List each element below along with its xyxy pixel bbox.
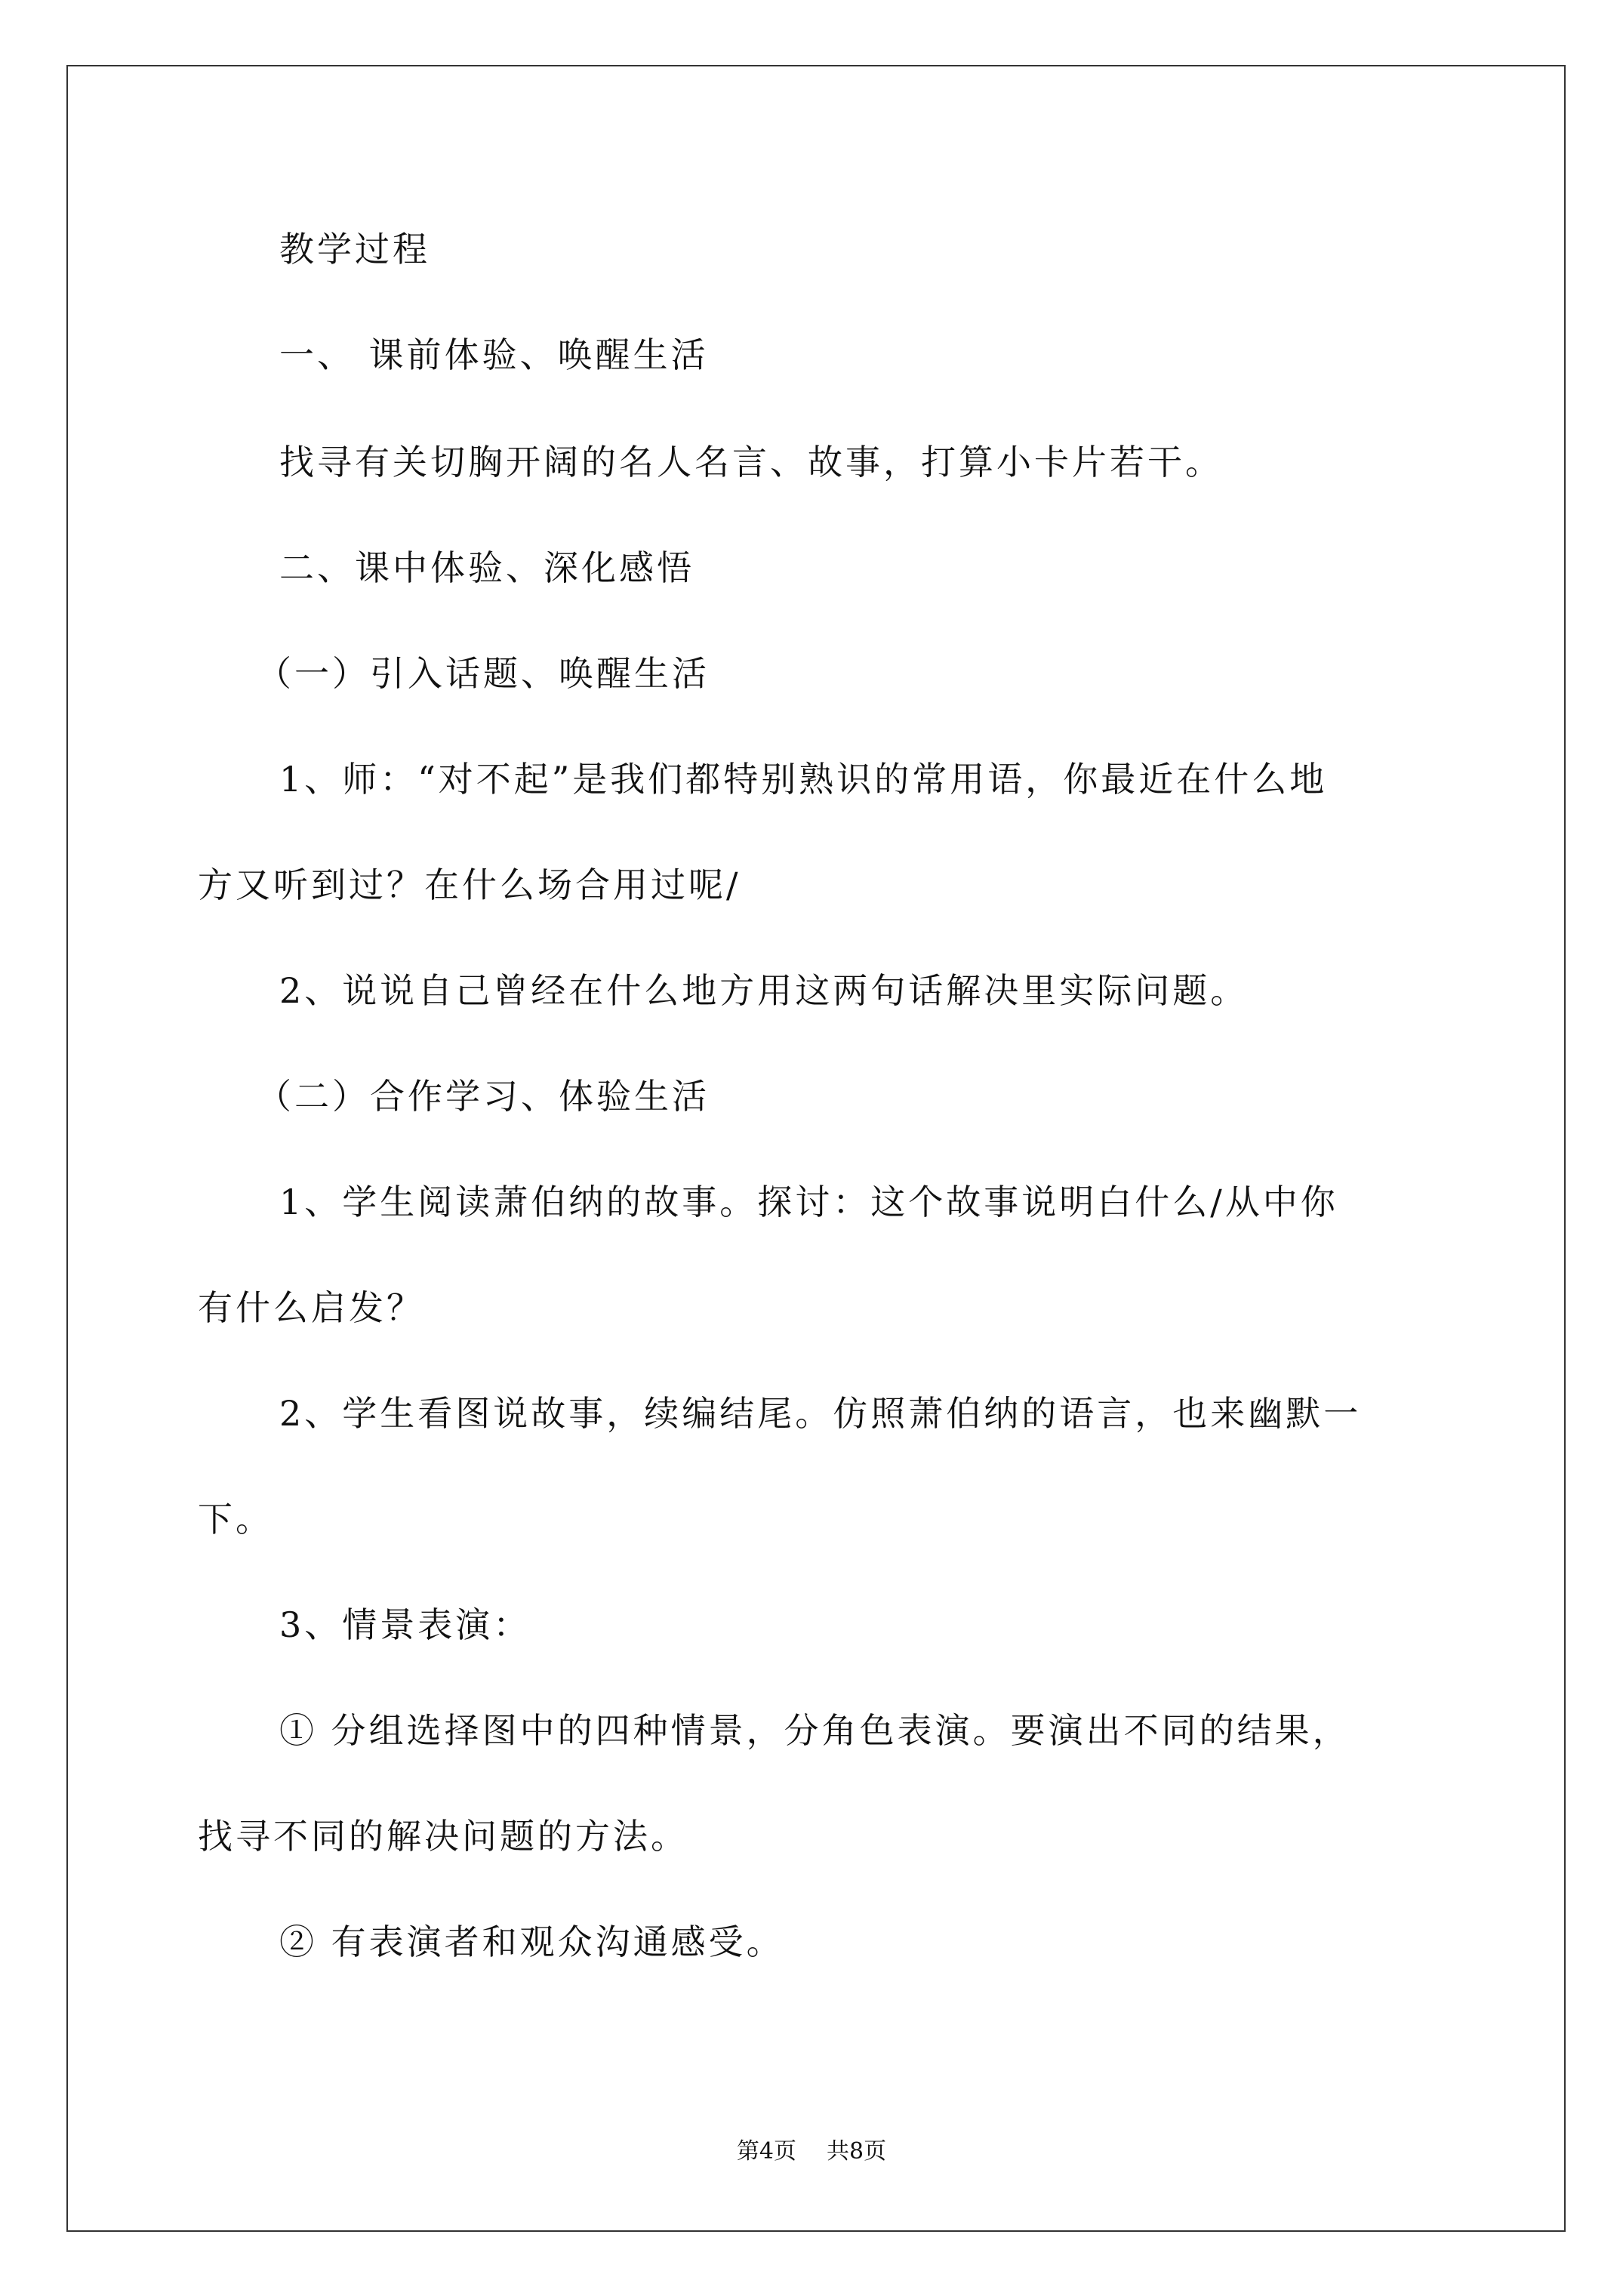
paragraph-continuation: 有什么启发？ — [198, 1287, 424, 1328]
total-page-count: 共8页 — [827, 2138, 887, 2165]
current-page-number: 第4页 — [736, 2138, 796, 2165]
page-border — [66, 65, 1566, 2232]
paragraph: 1、师：“对不起”是我们都特别熟识的常用语，你最近在什么地 — [279, 759, 1328, 800]
paragraph: 2、说说自己曾经在什么地方用这两句话解决里实际问题。 — [279, 970, 1249, 1011]
paragraph-continuation: 下。 — [198, 1499, 273, 1539]
page-footer — [0, 2137, 1623, 2167]
paragraph-continuation: 方又听到过？在什么场合用过呢/ — [198, 864, 741, 905]
paragraph: 1、学生阅读萧伯纳的故事。探讨：这个故事说明白什么/从中你 — [279, 1182, 1338, 1222]
paragraph: 找寻有关切胸开阔的名人名言、故事，打算小卡片若干。 — [279, 442, 1223, 482]
paragraph: ② 有表演者和观众沟通感受。 — [279, 1922, 784, 1962]
section-one-heading: 一、 课前体验、唤醒生活 — [279, 334, 709, 375]
paragraph: ① 分组选择图中的四种情景，分角色表演。要演出不同的结果， — [279, 1710, 1350, 1751]
paragraph-continuation: 找寻不同的解决问题的方法。 — [198, 1816, 688, 1857]
subsection-heading: （二）合作学习、体验生活 — [257, 1076, 710, 1117]
subsection-heading: （一）引入话题、唤醒生活 — [257, 653, 710, 694]
heading-teaching-process: 教学过程 — [279, 229, 430, 270]
paragraph: 2、学生看图说故事，续编结尾。仿照萧伯纳的语言，也来幽默一 — [279, 1393, 1362, 1434]
section-two-heading: 二、课中体验、深化感悟 — [279, 547, 694, 588]
paragraph: 3、情景表演： — [279, 1604, 531, 1645]
